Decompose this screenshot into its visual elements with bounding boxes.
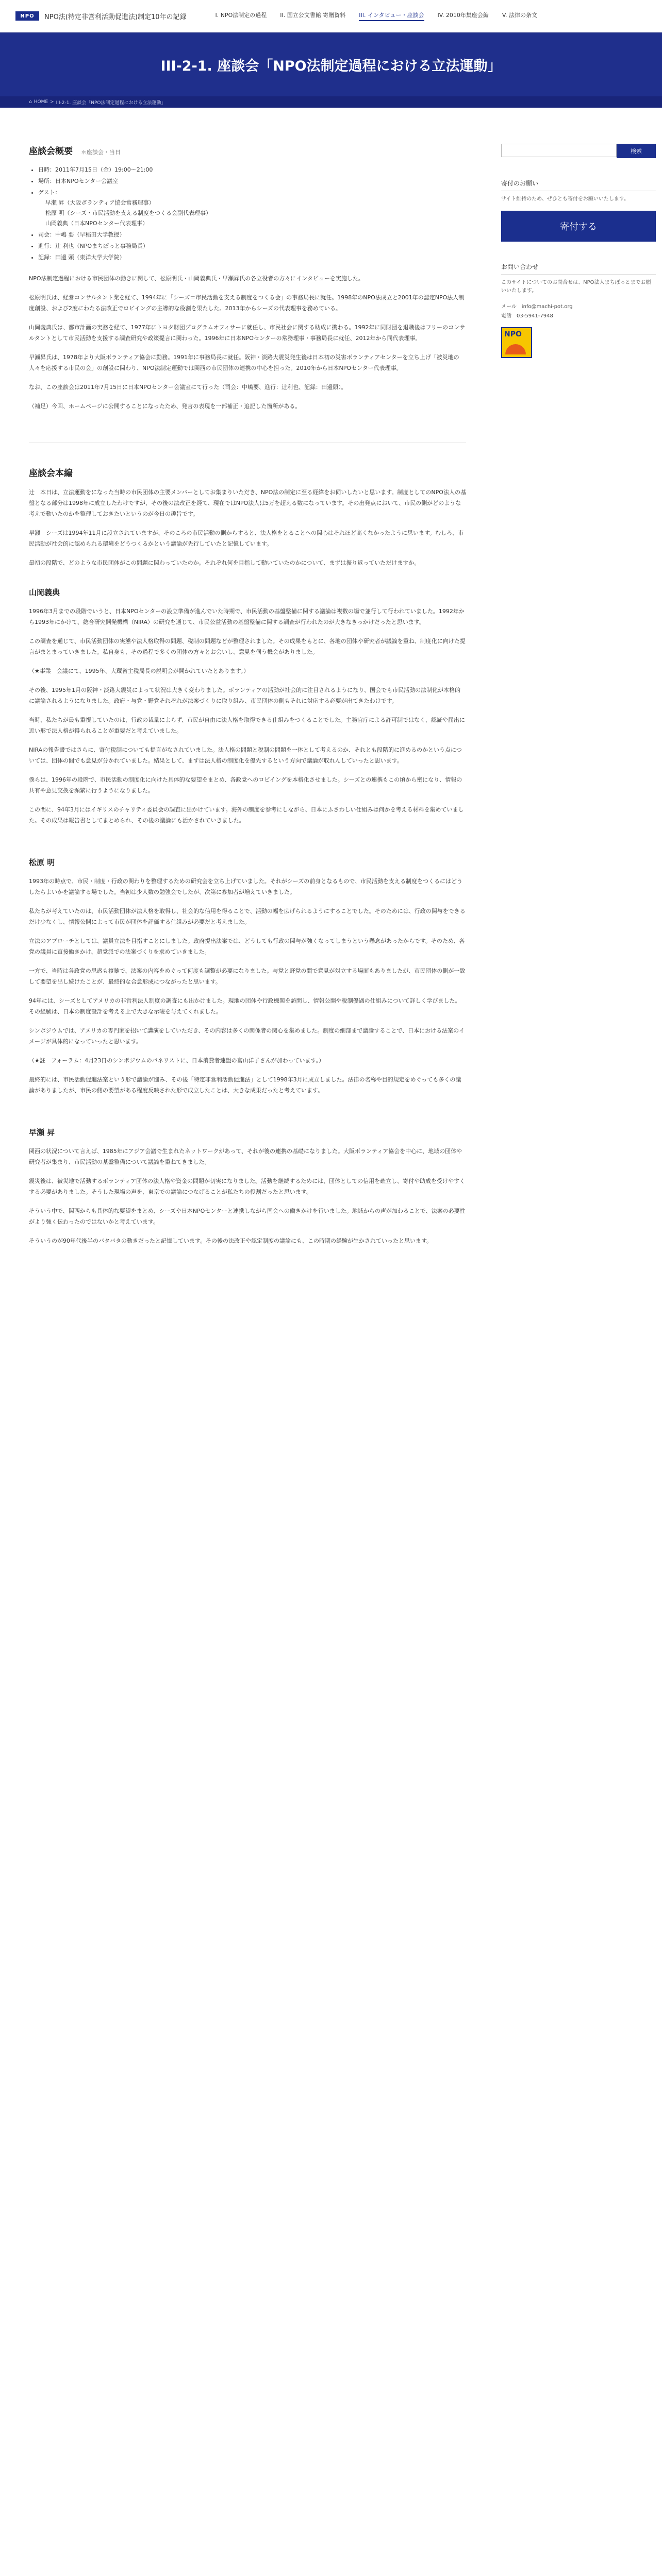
- overview-date: • 日時：2011年7月15日（金）19:00〜21:00: [38, 165, 466, 175]
- body-title: 座談会本編: [29, 468, 73, 479]
- contact-phone: 電話 03-5941-7948: [501, 313, 553, 319]
- speaker-heading: 山岡義典: [29, 588, 60, 597]
- npo-badge-icon[interactable]: NPO: [501, 327, 532, 358]
- discussion-paragraph: NIRAの報告書ではさらに、寄付税制についても提言がなされていました。法人格の問題と税制の問題を一体として考えるのか、それとも段階的に進めるのかという点については、団体の間でも意見が分かれていました。結果として、まずは法人格の制度化を優先するという方向で議論が収れんしていったと思います。: [29, 747, 462, 764]
- search-button[interactable]: 検索: [617, 144, 656, 158]
- breadcrumb-home[interactable]: HOME: [34, 99, 48, 105]
- discussion-paragraph: その後、1995年1月の阪神・淡路大震災によって状況は大きく変わりました。ボランティアの活動が社会的に注目されるようになり、国会でも市民活動の法制化が本格的に議論されるようになりました。政府・与党・野党それぞれが法案づくりに取り組み、市民団体の側もそれに対応する必要が出てきたわけです。: [29, 687, 461, 704]
- discussion-paragraph: 当時、私たちが最も重視していたのは、行政の裁量によらず、市民が自由に法人格を取得できる仕組みをつくることでした。主務官庁による許可制ではなく、認証や届出に近い形で法人格が得られることが重要だと考えていました。: [29, 717, 465, 734]
- speaker-heading: 早瀬 昇: [29, 1128, 55, 1137]
- home-icon: ⌂: [29, 99, 32, 105]
- discussion-paragraph: 震災後は、被災地で活動するボランティア団体の法人格や資金の問題が切実になりました。活動を継続するためには、団体としての信用を確立し、寄付や助成を受けやすくする必要がありました。そうした現場の声を、東京での議論につなげることが私たちの役割だったと思います。: [29, 1178, 466, 1195]
- logo-mark: NPO: [15, 11, 39, 21]
- discussion-paragraph: そういう中で、関西からも具体的な要望をまとめ、シーズや日本NPOセンターと連携しながら国会への働きかけを行いました。地域からの声が加わることで、法案の必要性がより強く伝わったのではないかと考えています。: [29, 1208, 466, 1225]
- discussion-paragraph: シンポジウムでは、アメリカの専門家を招いて講演をしていただき、その内容は多くの関係者の関心を集めました。制度の細部まで議論することで、日本における法案のイメージが具体的になっていったと思います。: [29, 1027, 465, 1045]
- search-form: [501, 144, 656, 158]
- contact-note: このサイトについてのお問合せは、NPO法人まちぽっとまでお願いいたします。: [501, 280, 651, 294]
- discussion-paragraph: そういうのが90年代後半のバタバタの動きだったと記憶しています。その後の法改正や認定制度の議論にも、この時期の経験が生かされていったと思います。: [29, 1238, 433, 1244]
- global-nav: [215, 11, 537, 21]
- main-content: [29, 108, 466, 1255]
- overview-recorder: • 記録：田邊 頭（東洋大学大学院）: [38, 252, 466, 263]
- donate-button[interactable]: 寄付する: [501, 211, 656, 242]
- discussion-paragraph: 1993年の時点で、市民・制度・行政の関わりを整理するための研究会を立ち上げていました。それがシーズの前身となるもので、市民活動を支える制度をつくるにはどうしたらよいかを議論する場でした。当初は少人数の勉強会でしたが、次第に参加者が増えていきました。: [29, 878, 462, 895]
- guest-item: 山岡義典（日本NPOセンター代表理事）: [45, 220, 148, 227]
- discussion-paragraph: 一方で、当時は各政党の思惑も複雑で、法案の内容をめぐって何度も調整が必要になりました。与党と野党の間で意見が対立する場面もありましたが、市民団体の側が一致して要望を出し続けたことが、最終的な合意形成につながったと思います。: [29, 968, 466, 985]
- overview-paragraph: 山岡義典氏は、都市計画の実務を経て、1977年にトヨタ財団プログラムオフィサーに就任し、市民社会に関する助成に携わる。1992年に同財団を退職後はフリーのコンサルタントとして市民活動を支援する調査研究や政策提言に関わった。1996年に日本NPOセンターの常務理事・事務局長に就任、2012年から同代表理事。: [29, 324, 466, 342]
- discussion-paragraph: 僕らは、1996年の段階で、市民活動の制度化に向けた具体的な要望をまとめ、各政党へのロビイングを本格化させました。シーズとの連携もこの頃から密になり、情報の共有や意見交換を頻繁に行うようになりました。: [29, 776, 462, 794]
- discussion-paragraph: （★註 フォーラム：4月23日のシンポジウムのパネリストに、日本消費者連盟の富山洋子さんが加わっています。）: [29, 1057, 325, 1064]
- discussion-paragraph: 立法のアプローチとしては、議員立法を目指すことにしました。政府提出法案では、どうしても行政の関与が強くなってしまうという懸念があったからです。そのため、各党の議員に直接働きかけ、超党派での法案づくりを求めていきました。: [29, 938, 465, 955]
- speaker-heading: 松原 明: [29, 858, 55, 867]
- discussion-paragraph: 私たちが考えていたのは、市民活動団体が法人格を取得し、社会的な信用を得ることで、活動の幅を広げられるようにすることでした。そのためには、行政の関与をできるだけ少なくし、情報公開によって市民が団体を評価する仕組みが必要だと考えました。: [29, 908, 466, 925]
- discussion-body: [29, 487, 466, 1246]
- nav-item-2010[interactable]: IV. 2010年集座会編: [437, 12, 489, 19]
- overview-paragraph: なお、この座談会は2011年7月15日に日本NPOセンター会議室にて行った（司会：中嶋要、進行：辻利也、記録：田邊頭）。: [29, 384, 347, 391]
- donate-note: サイト維持のため、ぜひとも寄付をお願いいたします。: [501, 196, 630, 202]
- overview-anchor-link[interactable]: ＊座談会・当日: [80, 149, 121, 156]
- overview-paragraph: 松原明氏は、経営コンサルタント業を経て、1994年に「シーズ＝市民活動を支える制度をつくる会」の事務局長に就任。1998年のNPO法成立と2001年の認定NPO法人制度創設、および2度にわたる法改正でロビイングの主導的な役割を果たした。2013年からシーズの代表理事を務めている。: [29, 294, 465, 312]
- discussion-paragraph: 94年には、シーズとしてアメリカの非営利法人制度の調査にも出かけました。現地の団体や行政機関を訪問し、情報公開や税制優遇の仕組みについて詳しく学びました。その経験は、日本の制度設計を考える上で大きな示唆を与えてくれました。: [29, 997, 461, 1015]
- discussion-paragraph: （★事業 会議にて、1995年、大蔵省主税局長の説明会が開かれていたとあります。）: [29, 668, 250, 674]
- page-hero: [0, 32, 662, 96]
- overview-body: [29, 273, 466, 412]
- discussion-paragraph: 最終的には、市民活動促進法案という形で議論が進み、その後「特定非営利活動促進法」として1998年3月に成立しました。法律の名称や目的規定をめぐっても多くの議論がありましたが、市民の側の要望がある程度反映された形で成立したことは、大きな成果だったと考えています。: [29, 1076, 461, 1094]
- breadcrumb-separator: >: [50, 99, 54, 105]
- discussion-paragraph: 関西の状況について言えば、1985年にアジア会議で生まれたネットワークがあって、それが後の連携の基礎になりました。大阪ボランティア協会を中心に、地域の団体や研究者が集まり、市民活動の基盤整備について議論を重ねてきました。: [29, 1148, 462, 1165]
- overview-paragraph: （補足）今回、ホームページに公開することになったため、発言の表現を一部補正・追記した箇所がある。: [29, 403, 301, 410]
- discussion-paragraph: この調査を通じて、市民活動団体の実態や法人格取得の問題、税制の問題などが整理されました。その成果をもとに、各地の団体や研究者が議論を重ね、制度化に向けた提言がまとまっていきました。私自身も、その過程で多くの団体の方々とお会いし、意見を伺う機会がありました。: [29, 638, 466, 655]
- top-bar: [0, 0, 662, 32]
- nav-item-archive[interactable]: II. 国立公文書館 寄贈資料: [280, 12, 346, 19]
- site-logo[interactable]: [15, 11, 186, 21]
- overview-guests: • ゲスト： 早瀬 昇（大阪ボランティア協会常務理事） 松原 明（シーズ・市民活動を支える制度をつくる会副代表理事） 山岡義典（日本NPOセンター代表理事）: [38, 188, 466, 229]
- overview-facilitator: • 進行：辻 利也（NPOまちぽっと事務局長）: [38, 241, 466, 251]
- overview-paragraph: NPO法制定過程における市民団体の動きに関して、松原明氏・山岡義典氏・早瀬昇氏の各立役者の方々にインタビューを実施した。: [29, 275, 364, 282]
- breadcrumb: [0, 96, 662, 108]
- overview-paragraph: 早瀬昇氏は、1978年より大阪ボランティア協会に勤務。1991年に事務局長に就任。阪神・淡路大震災発生後は日本初の災害ボランティアセンターを立ち上げ「被災地の人々を応援する市民の会」の創設に関わり、NPO法制定運動では関西の市民団体の連携の中心を担った。2010年から日本NPOセンター代表理事。: [29, 354, 459, 371]
- sidebar: [501, 108, 656, 1255]
- page-title: III-2-1. 座談会「NPO法制定過程における立法運動」: [160, 58, 502, 74]
- discussion-paragraph: 辻 本日は、立法運動をになった当時の市民団体の主要メンバーとしてお集まりいただき、NPO法の制定に至る経緯をお伺いしたいと思います。制度としてのNPO法人の基盤となる部分は1998年に成立したわけですが、その後の法改正を経て、現在ではNPO法人は5万を超える数になっています。その出発点において、市民の側がどのような考えで動いたのかを整理しておきたいというのが今日の趣旨です。: [29, 489, 466, 517]
- guest-item: 松原 明（シーズ・市民活動を支える制度をつくる会副代表理事）: [45, 210, 211, 216]
- discussion-paragraph: 最初の段階で、どのような市民団体がこの問題に関わっていたのか。それぞれ何を目指して動いていたのかについて、まずは振り返っていただけますか。: [29, 560, 420, 566]
- overview-place: • 場所：日本NPOセンター会議室: [38, 176, 466, 187]
- guest-item: 早瀬 昇（大阪ボランティア協会常務理事）: [45, 199, 155, 206]
- search-input[interactable]: [501, 144, 617, 157]
- contact-email[interactable]: メール info@machi-pot.org: [501, 304, 573, 310]
- overview-moderator: • 司会：中嶋 要（早稲田大学教授）: [38, 230, 466, 240]
- overview-list: [29, 165, 466, 263]
- discussion-paragraph: 1996年3月までの段階でいうと、日本NPOセンターの設立準備が進んでいた時期で、市民活動の基盤整備に関する議論は複数の場で並行して行われていました。1992年から1993年にかけて、総合研究開発機構（NIRA）の研究を通じて、市民公益活動の基盤整備に関する調査が行われたのが大きなきっかけだったと思います。: [29, 608, 465, 625]
- contact-heading: お問い合わせ: [501, 262, 656, 275]
- nav-item-law-text[interactable]: V. 法律の条文: [502, 12, 537, 19]
- site-title: NPO法(特定非営利活動促進法)制定10年の記録: [44, 13, 187, 21]
- discussion-paragraph: この間に、94年3月にはイギリスのチャリティ委員会の調査に出かけています。海外の制度を参考にしながら、日本にふさわしい仕組みは何かを考える材料を集めていました。その成果は報告書としてまとめられ、その後の議論にも活かされていきました。: [29, 806, 464, 824]
- nav-item-process[interactable]: I. NPO法制定の過程: [215, 12, 267, 19]
- nav-item-interview[interactable]: III. インタビュー・座談会: [359, 11, 424, 21]
- donate-heading: 寄付のお願い: [501, 179, 656, 191]
- discussion-paragraph: 早瀬 シーズは1994年11月に設立されていますが、そのころの市民活動の側からすると、法人格をとることへの関心はそれほど高くなかったように思います。むしろ、市民活動が社会的に認められる環境をどうつくるかという議論が先行していたと記憶しています。: [29, 530, 464, 547]
- overview-title: 座談会概要 ＊座談会・当日: [29, 146, 121, 157]
- breadcrumb-current: III-2-1. 座談会「NPO法制定過程における立法運動」: [56, 100, 166, 106]
